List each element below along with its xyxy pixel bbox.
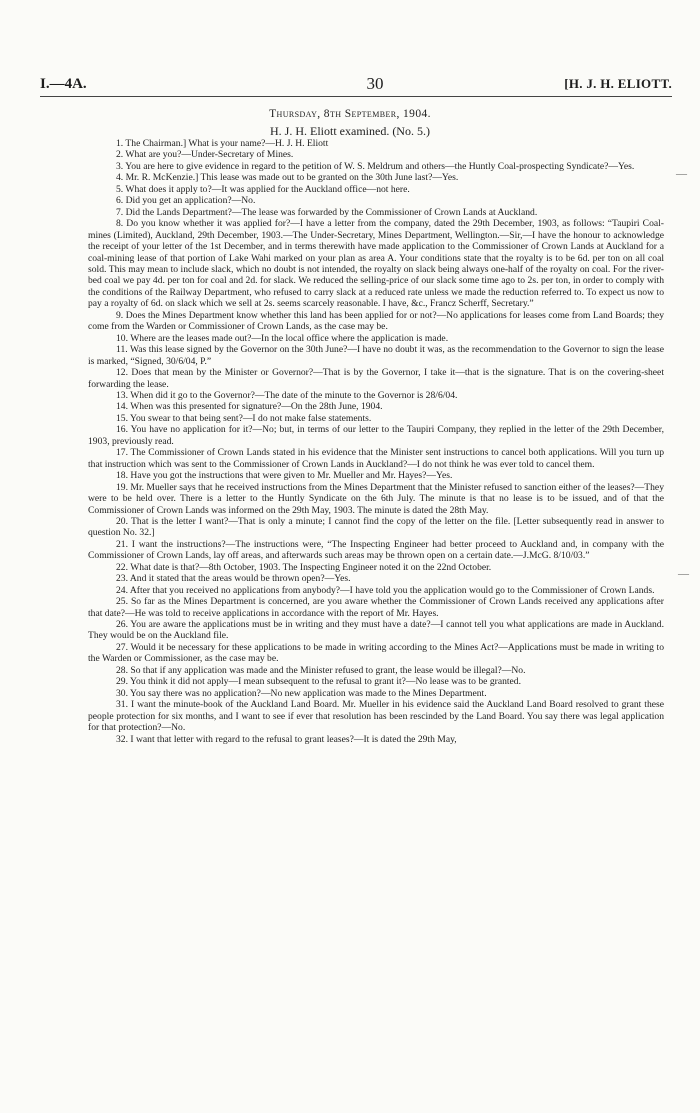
- evidence-paragraph-3: 3. You are here to give evidence in regard to the petition of W. S. Meldrum and others—the Huntly Coal-prospecting Syndicate?—Yes.: [116, 160, 635, 172]
- evidence-paragraph-24: 24. After that you received no applications from anybody?—I have told you the application would go to the Commissioner of Crown Lands.: [116, 584, 655, 596]
- header-rule: [40, 96, 672, 97]
- evidence-paragraph-4: 4. Mr. R. McKenzie.] This lease was made out to be granted on the 30th June last?—Yes.: [116, 172, 459, 184]
- evidence-paragraph-18: 18. Have you got the instructions that were given to Mr. Mueller and Mr. Hayes?—Yes.: [116, 470, 453, 482]
- document-reference: I.—4A.: [40, 76, 87, 92]
- session-date-title: Thursday, 8th September, 1904.: [269, 108, 431, 120]
- evidence-paragraph-31: 31. I want the minute-book of the Auckland Land Board. Mr. Mueller in his evidence said the Auckland Land Board resolved to grant these people protection for six months, and I want to see if ever that resolution has been rescinded by the Land Board. You say there was legal application for that protection?—No.: [88, 699, 664, 734]
- evidence-paragraph-22: 22. What date is that?—8th October, 1903. The Inspecting Engineer noted it on the 22nd October.: [116, 561, 492, 573]
- evidence-paragraph-10: 10. Where are the leases made out?—In the local office where the application is made.: [116, 332, 449, 344]
- page-header: [40, 76, 672, 98]
- evidence-paragraph-15: 15. You swear to that being sent?—I do not make false statements.: [116, 412, 372, 424]
- margin-tick-mark: —: [678, 568, 689, 580]
- evidence-paragraph-5: 5. What does it apply to?—It was applied for the Auckland office—not here.: [116, 183, 410, 195]
- evidence-paragraph-6: 6. Did you get an application?—No.: [116, 195, 256, 207]
- evidence-paragraph-16: 16. You have no application for it?—No; but, in terms of our letter to the Taupiri Company, they replied in the letter of the 29th December, 1903, previously read.: [88, 424, 664, 447]
- witness-subtitle: H. J. H. Eliott examined. (No. 5.): [270, 124, 430, 138]
- evidence-paragraph-19: 19. Mr. Mueller says that he received instructions from the Mines Department that the Minister refused to sanction either of the leases?—They were to be held over. There is a letter to the Huntly Syndicate on the 6th July. The minute is that no lease is to be issued, and of that the Commissioner of Crown Lands was informed on the 29th May, 1903. The minute is dated the 28th May.: [88, 481, 664, 516]
- evidence-paragraph-1: 1. The Chairman.] What is your name?—H. J. H. Eliott: [116, 138, 329, 149]
- page-number: 30: [366, 74, 384, 93]
- evidence-paragraph-25: 25. So far as the Mines Department is concerned, are you aware whether the Commissioner of Crown Lands received any applications after that date?—He was told to receive applications in accordance with the report of Mr. Hayes.: [88, 596, 664, 619]
- evidence-paragraph-9: 9. Does the Mines Department know whether this land has been applied for or not?—No applications for leases come from Land Boards; they come from the Warden or Commissioner of Crown Lands, as the case may be.: [88, 309, 664, 333]
- evidence-paragraph-14: 14. When was this presented for signature?—On the 28th June, 1904.: [116, 401, 383, 413]
- evidence-paragraph-17: 17. The Commissioner of Crown Lands stated in his evidence that the Minister sent instructions to cancel both applications. Will you turn up that instruction which was sent to the Commissioner of Crown Lands in Auckland?—I do not think he was ever told to cancel them.: [88, 447, 664, 470]
- evidence-paragraph-8: 8. Do you know whether it was applied for?—I have a letter from the company, dated the 29th December, 1903, as follows: “Taupiri Coal-mines (Limited), Auckland, 29th December, 1903.—The Under-Secretary, Mines Department, Wellington.—Sir,—I have the honour to acknowledge the receipt of your letter of the 1st December, and in terms therewith have made application to the Commissioner of Crown Lands at Auckland for a coal-mining lease of that portion of Lake Wahi marked on your plan as area A. Your conditions state that the royalty is to be 6d. per ton on all coal sold. This may mean to include slack, which no doubt is not intended, the royalty on slack being always one-half of the royalty on coal. For the river-bed coal we pay 4d. per ton for coal and 2d. for slack. We reduced the selling-price of our slack some time ago to 2s. per ton, in order to comply with the conditions of the Railway Department, who refused to carry slack at a reduced rate unless we made the reduction referred to. To expect us now to pay a royalty of 6d. on slack which we sell at 2s. seems scarcely reasonable. I have, &c., Francz Scherff, Secretary.”: [88, 218, 664, 310]
- evidence-paragraph-29: 29. You think it did not apply—I mean subsequent to the refusal to grant it?—No lease was to be granted.: [116, 676, 521, 688]
- witness-running-head: [H. J. H. ELIOTT.: [564, 76, 672, 91]
- margin-tick-mark: —: [676, 168, 687, 180]
- evidence-paragraph-30: 30. You say there was no application?—No new application was made to the Mines Department.: [116, 687, 487, 699]
- evidence-paragraph-23: 23. And it stated that the areas would be thrown open?—Yes.: [116, 573, 351, 585]
- evidence-paragraph-27: 27. Would it be necessary for these applications to be made in writing according to the Mines Act?—Applications must be made in writing to the Warden or Commissioner, as the case may be.: [88, 641, 664, 665]
- evidence-paragraph-2: 2. What are you?—Under-Secretary of Mines.: [116, 149, 294, 161]
- evidence-paragraph-12: 12. Does that mean by the Minister or Governor?—That is by the Governor, I take it—that is the signature. That is on the covering-sheet forwarding the lease.: [88, 367, 664, 390]
- evidence-paragraph-13: 13. When did it go to the Governor?—The date of the minute to the Governor is 28/6/04.: [116, 389, 458, 401]
- evidence-body: [88, 138, 664, 745]
- evidence-paragraph-11: 11. Was this lease signed by the Governor on the 30th June?—I have no doubt it was, as the recommendation to the Governor to sign the lease is marked, “Signed, 30/6/04, P.”: [88, 344, 664, 367]
- evidence-paragraph-21: 21. I want the instructions?—The instructions were, “The Inspecting Engineer had better proceed to Auckland and, in company with the Commissioner of Crown Lands, lay off areas, and afterwards such areas may be thrown open on a certain date.—J.McG. 8/10/03.”: [88, 538, 664, 562]
- evidence-paragraph-28: 28. So that if any application was made and the Minister refused to grant, the lease would be illegal?—No.: [116, 664, 526, 676]
- evidence-paragraph-7: 7. Did the Lands Department?—The lease was forwarded by the Commissioner of Crown Lands at Auckland.: [116, 206, 538, 218]
- evidence-paragraph-26: 26. You are aware the applications must be in writing and they must have a date?—I cannot tell you what applications are made in Auckland. They would be on the Auckland file.: [88, 619, 664, 642]
- evidence-paragraph-20: 20. That is the letter I want?—That is only a minute; I cannot find the copy of the letter on the file. [Letter subsequently read in answer to question No. 32.]: [88, 515, 664, 539]
- evidence-paragraph-32: 32. I want that letter with regard to the refusal to grant leases?—It is dated the 29th May,: [116, 733, 457, 745]
